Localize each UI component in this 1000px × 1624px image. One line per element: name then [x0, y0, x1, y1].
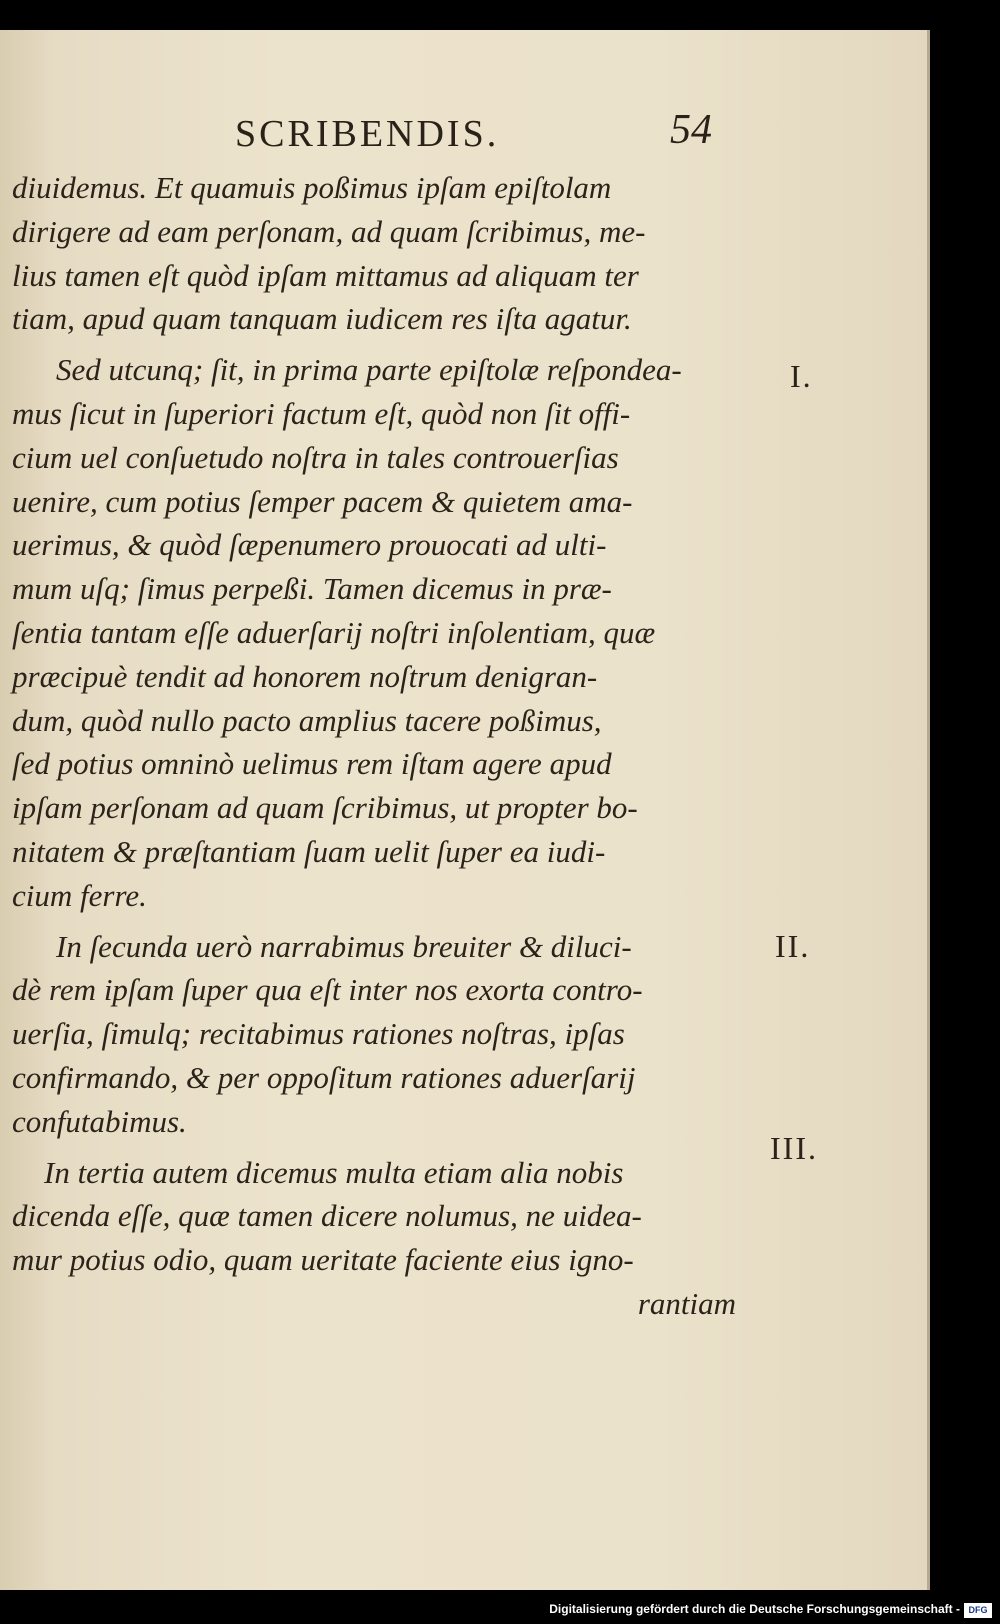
text-line: confirmando, & per oppoſitum rationes aduerſarij	[12, 1059, 636, 1095]
text-line: In ſecunda uerò narrabimus breuiter & diluci-	[56, 928, 632, 964]
text-line: tiam, apud quam tanquam iudicem res iſta agatur.	[12, 301, 632, 337]
text-line: Sed utcunq; ſit, in prima parte epiſtolæ reſpondea-	[56, 352, 682, 388]
margin-note-2: II.	[775, 928, 811, 964]
book-page	[0, 30, 930, 1590]
text-line: mus ſicut in ſuperiori factum eſt, quòd non ſit offi-	[12, 395, 631, 431]
text-line: confutabimus.	[12, 1103, 187, 1139]
text-line: In tertia autem dicemus multa etiam alia nobis	[44, 1154, 624, 1190]
paragraph-4	[12, 1151, 742, 1282]
text-line: cium ferre.	[12, 877, 147, 913]
paragraph-1	[12, 166, 742, 341]
text-line: lius tamen eſt quòd ipſam mittamus ad aliquam ter	[12, 257, 639, 293]
text-line: ipſam perſonam ad quam ſcribimus, ut propter bo-	[12, 790, 638, 826]
dfg-logo-icon: DFG	[964, 1603, 992, 1618]
text-line: uerſia, ſimulq; recitabimus rationes noſtras, ipſas	[12, 1016, 625, 1052]
text-line: uenire, cum potius ſemper pacem & quietem ama-	[12, 483, 633, 519]
margin-note-1: I.	[790, 358, 813, 394]
text-line: præcipuè tendit ad honorem noſtrum denigran-	[12, 658, 598, 694]
text-line: cium uel conſuetudo noſtra in tales controuerſias	[12, 439, 619, 475]
paragraph-3	[12, 925, 742, 1144]
text-line: dum, quòd nullo pacto amplius tacere poßimus,	[12, 702, 602, 738]
text-line: ſentia tantam eſſe aduerſarij noſtri inſolentiam, quæ	[12, 614, 656, 650]
text-line: uerimus, & quòd ſæpenumero prouocati ad ulti-	[12, 527, 607, 563]
paragraph-2	[12, 348, 742, 917]
text-line: dè rem ipſam ſuper qua eſt inter nos exorta contro-	[12, 972, 643, 1008]
running-head: SCRIBENDIS.	[235, 113, 500, 155]
footer-bar	[0, 1594, 1000, 1624]
text-line: diuidemus. Et quamuis poßimus ipſam epiſtolam	[12, 170, 612, 205]
text-line: mum uſq; ſimus perpeßi. Tamen dicemus in præ-	[12, 571, 612, 607]
page-number: 54	[670, 107, 712, 153]
text-line: mur potius odio, quam ueritate faciente eius igno-	[12, 1242, 634, 1278]
catchword: rantiam	[637, 1285, 736, 1321]
digitization-credit: Digitalisierung gefördert durch die Deutsche Forschungsgemeinschaft -	[549, 1602, 960, 1616]
body-text	[12, 166, 742, 1326]
text-line: dicenda eſſe, quæ tamen dicere nolumus, ne uidea-	[12, 1198, 642, 1234]
text-line: nitatem & præſtantiam ſuam uelit ſuper ea iudi-	[12, 833, 606, 869]
margin-note-3: III.	[770, 1130, 818, 1166]
text-line: ſed potius omninò uelimus rem iſtam agere apud	[12, 746, 612, 782]
text-line: dirigere ad eam perſonam, ad quam ſcribimus, me-	[12, 213, 646, 249]
